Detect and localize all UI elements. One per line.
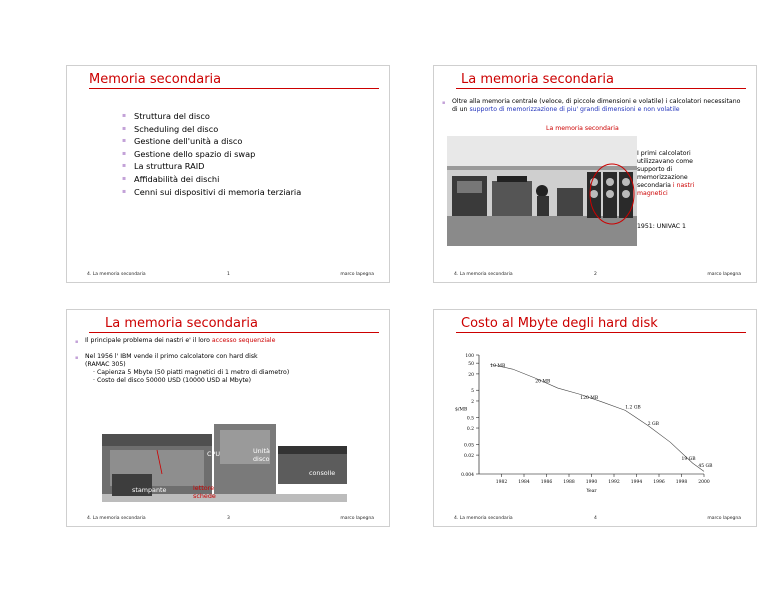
note-highlight: i nastri <box>672 182 695 189</box>
tape-note <box>637 150 694 198</box>
footer-left: 4. La memoria secondaria <box>87 516 146 521</box>
note-highlight: magnetici <box>637 190 668 197</box>
x-axis-label: Year <box>586 489 597 494</box>
slide-2 <box>433 65 757 283</box>
capacity-annotation: 1.2 GB <box>625 405 641 411</box>
x-tick-label: 1988 <box>563 480 575 485</box>
label-disco: disco <box>253 455 270 463</box>
x-tick-label: 1986 <box>540 480 553 485</box>
y-tick-label: 20 <box>468 372 474 378</box>
cost-chart <box>434 350 758 500</box>
label-lettore: lettore <box>193 484 215 492</box>
label-unita: Unità <box>253 447 270 455</box>
list-item: ▪ La struttura RAID <box>122 160 301 173</box>
bullet-paragraph <box>452 98 742 114</box>
y-tick-label: 0.05 <box>463 443 474 449</box>
label-consolle: consolle <box>309 469 336 477</box>
capacity-annotation: 2 GB <box>647 421 659 427</box>
title-underline <box>456 332 746 333</box>
slide-title: Memoria secondaria <box>89 72 222 87</box>
capacity-annotation: 120 MB <box>580 395 599 401</box>
bullet-2 <box>85 353 289 385</box>
list-item: ▪ Affidabilità dei dischi <box>122 173 301 186</box>
slide-4 <box>433 309 757 527</box>
topic-list <box>122 110 301 198</box>
note-line: memorizzazione <box>637 174 688 181</box>
y-tick-label: 0.5 <box>466 416 474 422</box>
capacity-annotation: 20 MB <box>535 379 551 385</box>
capacity-annotation: 10 MB <box>490 364 506 370</box>
x-tick-label: 2000 <box>698 480 710 485</box>
x-tick-label: 1984 <box>518 480 530 485</box>
bullet-highlight: accesso sequenziale <box>211 337 276 344</box>
y-tick-label: 50 <box>468 362 474 368</box>
note-line: supporto di <box>637 166 673 173</box>
page-number: 4 <box>594 516 597 521</box>
list-item: ▪ Cenni sui dispositivi di memoria terziaria <box>122 186 301 199</box>
photo-caption: 1951: UNIVAC 1 <box>637 223 686 230</box>
sub-item: · Capienza 5 Mbyte (50 piatti magnetici di 1 metro di diametro) <box>93 369 290 376</box>
label-stampante: stampante <box>132 486 167 494</box>
x-tick-label: 1996 <box>653 480 665 485</box>
label-cpu: CPU <box>207 450 220 458</box>
page-number: 3 <box>227 516 230 521</box>
title-underline <box>456 88 746 89</box>
y-axis-label: $/MB <box>455 407 468 413</box>
sub-item: · Costo del disco 50000 USD (10000 USD al Mbyte) <box>93 377 252 384</box>
slide-title: Costo al Mbyte degli hard disk <box>461 316 658 331</box>
footer-right: marco lapegna <box>707 516 741 521</box>
y-tick-label: 100 <box>465 354 474 359</box>
y-tick-label: 0.004 <box>461 473 474 478</box>
subheading: La memoria secondaria <box>546 125 619 132</box>
footer-left: 4. La memoria secondaria <box>454 516 513 521</box>
note-line: I primi calcolatori <box>637 150 691 157</box>
label-schede: schede <box>193 492 216 500</box>
title-underline <box>89 332 379 333</box>
title-underline <box>89 88 379 89</box>
x-tick-label: 1994 <box>630 480 643 485</box>
y-tick-label: 0.02 <box>463 454 474 460</box>
footer-right: marco lapegna <box>340 272 374 277</box>
bullet-line: Nel 1956 l' IBM vende il primo calcolatore con hard disk <box>85 353 258 360</box>
y-tick-label: 5 <box>471 389 474 395</box>
note-line: secondaria <box>637 182 671 189</box>
list-item: ▪ Gestione dello spazio di swap <box>122 148 301 161</box>
page-number: 1 <box>227 272 230 277</box>
x-tick-label: 1990 <box>585 480 598 485</box>
bullet-icon: ▪ <box>75 355 79 361</box>
footer-right: marco lapegna <box>707 272 741 277</box>
cost-line <box>490 364 704 471</box>
slide-title: La memoria secondaria <box>105 316 258 331</box>
x-tick-label: 1998 <box>675 480 688 485</box>
capacity-annotation: 19 GB <box>681 457 696 463</box>
list-item: ▪ Struttura del disco <box>122 110 301 123</box>
list-item: ▪ Scheduling del disco <box>122 123 301 136</box>
bullet-icon: ▪ <box>442 100 446 106</box>
footer-left: 4. La memoria secondaria <box>454 272 513 277</box>
bullet-line: (RAMAC 305) <box>85 361 126 368</box>
bullet-text: Il principale problema dei nastri e' il loro <box>85 337 210 344</box>
note-line: utilizzavano come <box>637 158 693 165</box>
bullet-highlight: supporto di memorizzazione di piu' grandi dimensioni e non volatile <box>469 106 680 113</box>
x-tick-label: 1992 <box>608 480 620 485</box>
page-number: 2 <box>594 272 597 277</box>
bullet-icon: ▪ <box>75 339 79 345</box>
x-tick-label: 1982 <box>495 480 508 485</box>
capacity-annotation: 45 GB <box>698 464 713 470</box>
y-tick-label: 0.2 <box>466 427 474 433</box>
univac-photo <box>447 136 637 246</box>
slide-1 <box>66 65 390 283</box>
footer-left: 4. La memoria secondaria <box>87 272 146 277</box>
footer-right: marco lapegna <box>340 516 374 521</box>
slide-3 <box>66 309 390 527</box>
bullet-1 <box>85 337 385 345</box>
bullet-text: Oltre alla memoria centrale (veloce, di piccole dimensioni e volatile) i calcolatori necessitano di un <box>452 98 741 113</box>
y-tick-label: 2 <box>471 399 474 405</box>
slide-title: La memoria secondaria <box>461 72 614 87</box>
list-item: ▪ Gestione dell'unità a disco <box>122 135 301 148</box>
